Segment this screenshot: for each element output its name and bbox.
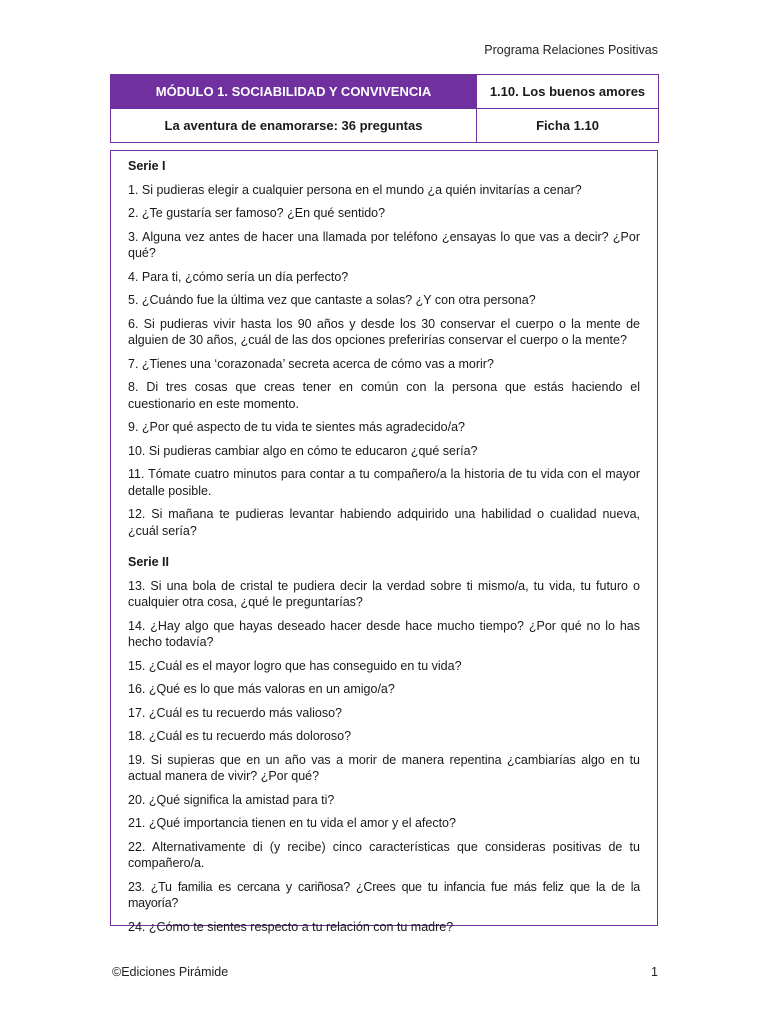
question-item: 24. ¿Cómo te sientes respecto a tu relación con tu madre? <box>128 919 454 934</box>
question-item: 22. Alternativamente di (y recibe) cinco características que consideras positivas de tu compañero/a. <box>128 839 640 870</box>
question-item: 2. ¿Te gustaría ser famoso? ¿En qué sentido? <box>128 206 386 220</box>
question-item: 21. ¿Qué importancia tienen en tu vida el amor y el afecto? <box>128 816 456 830</box>
question-item: 8. Di tres cosas que creas tener en común con la persona que estás haciendo el cuestionario en este momento. <box>128 380 640 411</box>
question-item: 18. ¿Cuál es tu recuerdo más doloroso? <box>128 729 352 743</box>
question-item: 19. Si supieras que en un año vas a morir de manera repentina ¿cambiarías algo en tu actual manera de vivir? ¿Por qué? <box>128 752 640 783</box>
running-header: Programa Relaciones Positivas <box>484 43 658 57</box>
page-number: 1 <box>651 965 658 979</box>
question-item: 5. ¿Cuándo fue la última vez que cantaste a solas? ¿Y con otra persona? <box>128 293 536 307</box>
question-item: 14. ¿Hay algo que hayas deseado hacer desde hace mucho tiempo? ¿Por qué no lo has hecho todavía? <box>128 618 640 649</box>
questions-box <box>110 150 658 934</box>
title-table <box>110 74 659 143</box>
question-item: 9. ¿Por qué aspecto de tu vida te sientes más agradecido/a? <box>128 420 466 434</box>
lesson-title: 1.10. Los buenos amores <box>477 75 659 109</box>
question-item: 23. ¿Tu familia es cercana y cariñosa? ¿Crees que tu infancia fue más feliz que la de la mayoría? <box>128 879 640 910</box>
question-item: 10. Si pudieras cambiar algo en cómo te educaron ¿qué sería? <box>128 443 478 458</box>
question-item: 7. ¿Tienes una ‘corazonada’ secreta acerca de cómo vas a morir? <box>128 356 494 371</box>
question-item: 20. ¿Qué significa la amistad para ti? <box>128 792 335 807</box>
publisher-footer: ©Ediciones Pirámide <box>112 965 229 979</box>
module-title: MÓDULO 1. SOCIABILIDAD Y CONVIVENCIA <box>111 75 477 109</box>
question-item: 17. ¿Cuál es tu recuerdo más valioso? <box>128 705 342 720</box>
question-item: 13. Si una bola de cristal te pudiera decir la verdad sobre ti mismo/a, tu vida, tu futuro o cualquier otra cosa, ¿qué le preguntarías? <box>128 578 640 609</box>
question-item: 16. ¿Qué es lo que más valoras en un amigo/a? <box>128 682 395 696</box>
serie-heading: Serie II <box>128 555 169 569</box>
activity-title: La aventura de enamorarse: 36 preguntas <box>111 109 477 143</box>
question-item: 6. Si pudieras vivir hasta los 90 años y desde los 30 conservar el cuerpo o la mente de alguien de 30 años, ¿cuál de las dos opciones preferirías conservar el cuerpo o la mente? <box>128 316 640 347</box>
sheet-label: Ficha 1.10 <box>477 109 659 143</box>
question-item: 4. Para ti, ¿cómo sería un día perfecto? <box>128 269 349 284</box>
question-item: 11. Tómate cuatro minutos para contar a tu compañero/a la historia de tu vida con el mayor detalle posible. <box>128 467 640 498</box>
question-item: 12. Si mañana te pudieras levantar habiendo adquirido una habilidad o cualidad nueva, ¿cuál sería? <box>128 507 640 538</box>
question-item: 15. ¿Cuál es el mayor logro que has conseguido en tu vida? <box>128 658 462 673</box>
question-item: 3. Alguna vez antes de hacer una llamada por teléfono ¿ensayas lo que vas a decir? ¿Por qué? <box>128 229 640 260</box>
question-item: 1. Si pudieras elegir a cualquier persona en el mundo ¿a quién invitarías a cenar? <box>128 182 582 197</box>
serie-heading: Serie I <box>128 159 166 173</box>
